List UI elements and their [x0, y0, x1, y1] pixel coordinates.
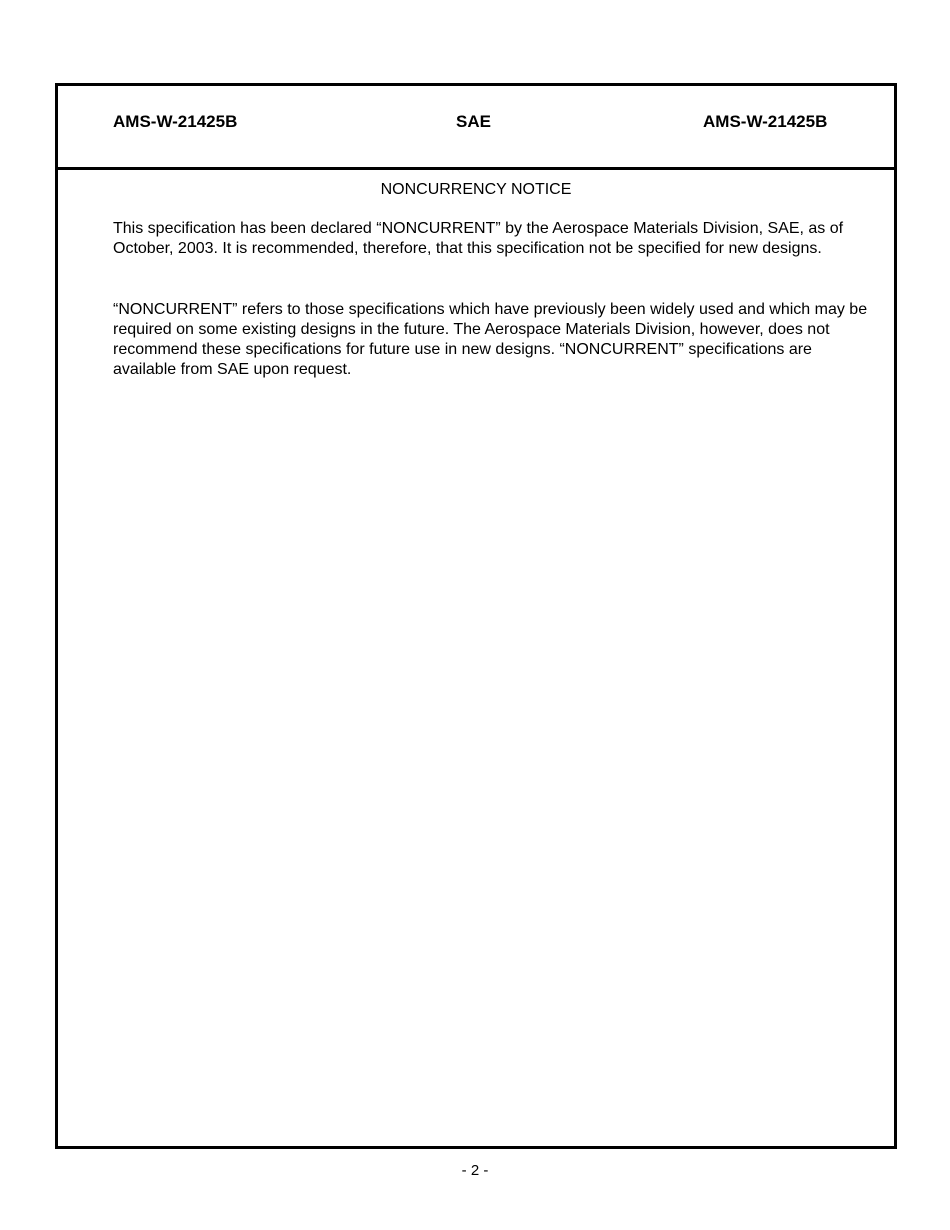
header-doc-id-left: AMS-W-21425B — [113, 112, 238, 131]
page-number: - 2 - — [461, 1162, 489, 1179]
paragraph: This specification has been declared “NONCURRENT” by the Aerospace Materials Division, SAE, as of October, 2003. It is recommended, therefore, that this specification not be specified for new designs. — [113, 220, 844, 257]
header-doc-id-right: AMS-W-21425B — [703, 112, 828, 131]
paragraph: “NONCURRENT” refers to those specifications which have previously been widely used and which may be required on some existing designs in the future. The Aerospace Materials Division, however, does not recommend these specifications for future use in new designs. “NONCURRENT” specifications are available from SAE upon request. — [113, 301, 868, 378]
notice-title: NONCURRENCY NOTICE — [380, 181, 572, 198]
header-org: SAE — [456, 112, 491, 131]
page-frame — [55, 83, 897, 1149]
header — [58, 86, 894, 170]
